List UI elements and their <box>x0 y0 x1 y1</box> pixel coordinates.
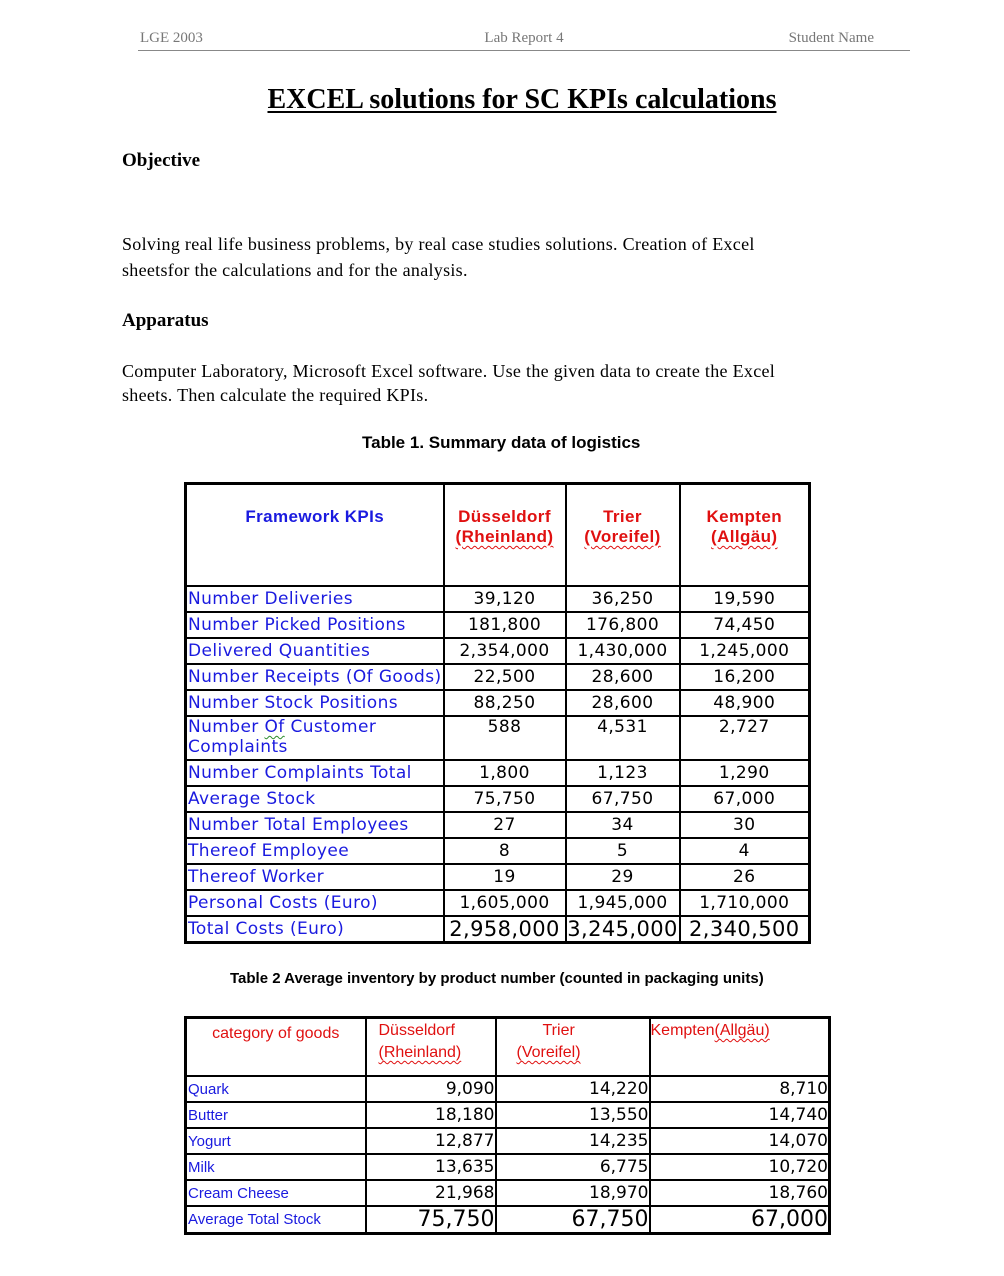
cell-value: 18,970 <box>496 1180 650 1206</box>
table2-caption: Table 2 Average inventory by product number (counted in packaging units) <box>230 970 764 987</box>
row-label: Delivered Quantities <box>186 638 444 664</box>
table-row <box>186 1076 830 1102</box>
header-report-title: Lab Report 4 <box>484 30 564 46</box>
cell-value: 6,775 <box>496 1154 650 1180</box>
table-row <box>186 716 810 760</box>
table-row <box>186 786 810 812</box>
city-region: (Voreifel) <box>584 527 661 546</box>
table-row <box>186 664 810 690</box>
city-name: Düsseldorf <box>458 507 551 526</box>
cell-value: 1,800 <box>444 760 566 786</box>
cell-value: 28,600 <box>566 664 680 690</box>
row-label: Number Stock Positions <box>186 690 444 716</box>
logistics-summary-table <box>184 482 811 944</box>
header-course: LGE 2003 <box>140 30 203 46</box>
row-label: Cream Cheese <box>186 1180 366 1206</box>
page-header <box>138 30 910 51</box>
cell-value: 75,750 <box>366 1206 496 1234</box>
table1-header-row <box>186 484 810 587</box>
city-region: (Rheinland) <box>378 1044 462 1061</box>
table-row <box>186 864 810 890</box>
city-name: Trier <box>542 1022 575 1039</box>
row-label: Number Complaints Total <box>186 760 444 786</box>
cell-value: 5 <box>566 838 680 864</box>
cell-value: 14,235 <box>496 1128 650 1154</box>
apparatus-text <box>122 359 922 407</box>
row-label: Thereof Employee <box>186 838 444 864</box>
cell-value: 14,070 <box>650 1128 830 1154</box>
inventory-table <box>184 1016 831 1235</box>
cell-value: 3,245,000 <box>567 917 678 941</box>
cell-value: 12,877 <box>366 1128 496 1154</box>
objective-line-1: Solving real life business problems, by real case studies solutions. Creation of Excel <box>122 234 755 254</box>
cell-value: 19,590 <box>680 586 810 612</box>
city-region: (Voreifel) <box>516 1044 581 1061</box>
row-label: Milk <box>186 1154 366 1180</box>
row-label: Number Total Employees <box>186 812 444 838</box>
city-region: (Rheinland) <box>455 527 554 546</box>
row-label-part: Number <box>188 717 265 737</box>
table-row <box>186 586 810 612</box>
table1-header-kpis: Framework KPIs <box>186 484 444 587</box>
table2-header-city <box>650 1018 830 1077</box>
row-label: Average Total Stock <box>186 1206 366 1234</box>
row-label: Number Picked Positions <box>186 612 444 638</box>
table2-header-city <box>366 1018 496 1077</box>
cell-value: 8 <box>444 838 566 864</box>
table-row <box>186 638 810 664</box>
table1-caption: Table 1. Summary data of logistics <box>362 433 641 452</box>
cell-value: 181,800 <box>444 612 566 638</box>
cell-value: 4 <box>680 838 810 864</box>
table-row-total <box>186 1206 830 1234</box>
cell-value: 2,958,000 <box>444 916 566 943</box>
cell-value: 30 <box>680 812 810 838</box>
cell-value: 1,710,000 <box>680 890 810 916</box>
cell-value: 67,000 <box>650 1206 830 1234</box>
cell-value: 14,220 <box>496 1076 650 1102</box>
apparatus-line-2: sheets. Then calculate the required KPIs. <box>122 385 429 405</box>
row-label: Total Costs (Euro) <box>186 916 444 943</box>
row-label <box>186 716 444 760</box>
row-label-part: Customer Complaints <box>188 717 377 757</box>
cell-value: 18,180 <box>366 1102 496 1128</box>
city-name: Trier <box>603 507 642 526</box>
table1-header-city <box>680 484 810 587</box>
row-label: Thereof Worker <box>186 864 444 890</box>
table-row <box>186 838 810 864</box>
cell-value: 28,600 <box>566 690 680 716</box>
cell-value: 1,605,000 <box>444 890 566 916</box>
city-region: (Allgäu) <box>711 527 778 546</box>
row-label: Personal Costs (Euro) <box>186 890 444 916</box>
cell-value: 588 <box>444 716 566 760</box>
table1-header-city <box>566 484 680 587</box>
row-label: Quark <box>186 1076 366 1102</box>
apparatus-heading: Apparatus <box>122 310 209 331</box>
objective-text <box>122 231 922 283</box>
cell-value: 1,123 <box>566 760 680 786</box>
cell-value: 26 <box>680 864 810 890</box>
cell-value: 1,290 <box>680 760 810 786</box>
table-row <box>186 1128 830 1154</box>
cell-value: 21,968 <box>366 1180 496 1206</box>
cell-value: 29 <box>566 864 680 890</box>
cell-value: 9,090 <box>366 1076 496 1102</box>
cell-value: 18,760 <box>650 1180 830 1206</box>
cell-value: 2,727 <box>680 716 810 760</box>
row-label: Number Receipts (Of Goods) <box>186 664 444 690</box>
cell-value: 1,430,000 <box>566 638 680 664</box>
cell-value: 8,710 <box>650 1076 830 1102</box>
table2-header-city <box>496 1018 650 1077</box>
cell-value: 13,550 <box>496 1102 650 1128</box>
objective-line-2: sheetsfor the calculations and for the analysis. <box>122 260 468 280</box>
table-row <box>186 1154 830 1180</box>
table-row <box>186 890 810 916</box>
table-row <box>186 1102 830 1128</box>
cell-value: 34 <box>566 812 680 838</box>
cell-value: 75,750 <box>444 786 566 812</box>
city-name: Düsseldorf <box>378 1022 455 1039</box>
cell-value: 4,531 <box>566 716 680 760</box>
row-label: Yogurt <box>186 1128 366 1154</box>
cell-value: 19 <box>444 864 566 890</box>
city-name: Kempten <box>706 507 783 526</box>
table-row <box>186 760 810 786</box>
cell-value: 1,945,000 <box>566 890 680 916</box>
cell-value: 10,720 <box>650 1154 830 1180</box>
cell-value: 16,200 <box>680 664 810 690</box>
document-title: EXCEL solutions for SC KPIs calculations <box>267 84 777 115</box>
cell-value: 13,635 <box>366 1154 496 1180</box>
cell-value: 48,900 <box>680 690 810 716</box>
row-label: Butter <box>186 1102 366 1128</box>
header-student-name: Student Name <box>788 30 874 46</box>
cell-value: 67,750 <box>566 786 680 812</box>
row-label: Average Stock <box>186 786 444 812</box>
cell-value: 1,245,000 <box>680 638 810 664</box>
city-region: (Allgäu) <box>714 1022 770 1039</box>
row-label: Number Deliveries <box>186 586 444 612</box>
table-row <box>186 612 810 638</box>
cell-value: 67,750 <box>496 1206 650 1234</box>
row-label-part: Of <box>264 717 285 737</box>
cell-value: 2,340,500 <box>680 916 810 943</box>
table-row <box>186 1180 830 1206</box>
table2-header-row <box>186 1018 830 1077</box>
apparatus-line-1: Computer Laboratory, Microsoft Excel software. Use the given data to create the Excel <box>122 361 776 381</box>
cell-value: 88,250 <box>444 690 566 716</box>
table-row <box>186 812 810 838</box>
table2-header-category: category of goods <box>186 1018 366 1077</box>
cell-value: 39,120 <box>444 586 566 612</box>
cell-value: 2,354,000 <box>444 638 566 664</box>
objective-heading: Objective <box>122 150 201 171</box>
cell-value: 176,800 <box>566 612 680 638</box>
table1-header-city <box>444 484 566 587</box>
cell-value: 22,500 <box>444 664 566 690</box>
city-name: Kempten <box>650 1022 715 1039</box>
cell-value: 74,450 <box>680 612 810 638</box>
table-row-total <box>186 916 810 943</box>
cell-value: 36,250 <box>566 586 680 612</box>
cell-value: 67,000 <box>680 786 810 812</box>
table-row <box>186 690 810 716</box>
cell-value: 27 <box>444 812 566 838</box>
cell-value: 14,740 <box>650 1102 830 1128</box>
